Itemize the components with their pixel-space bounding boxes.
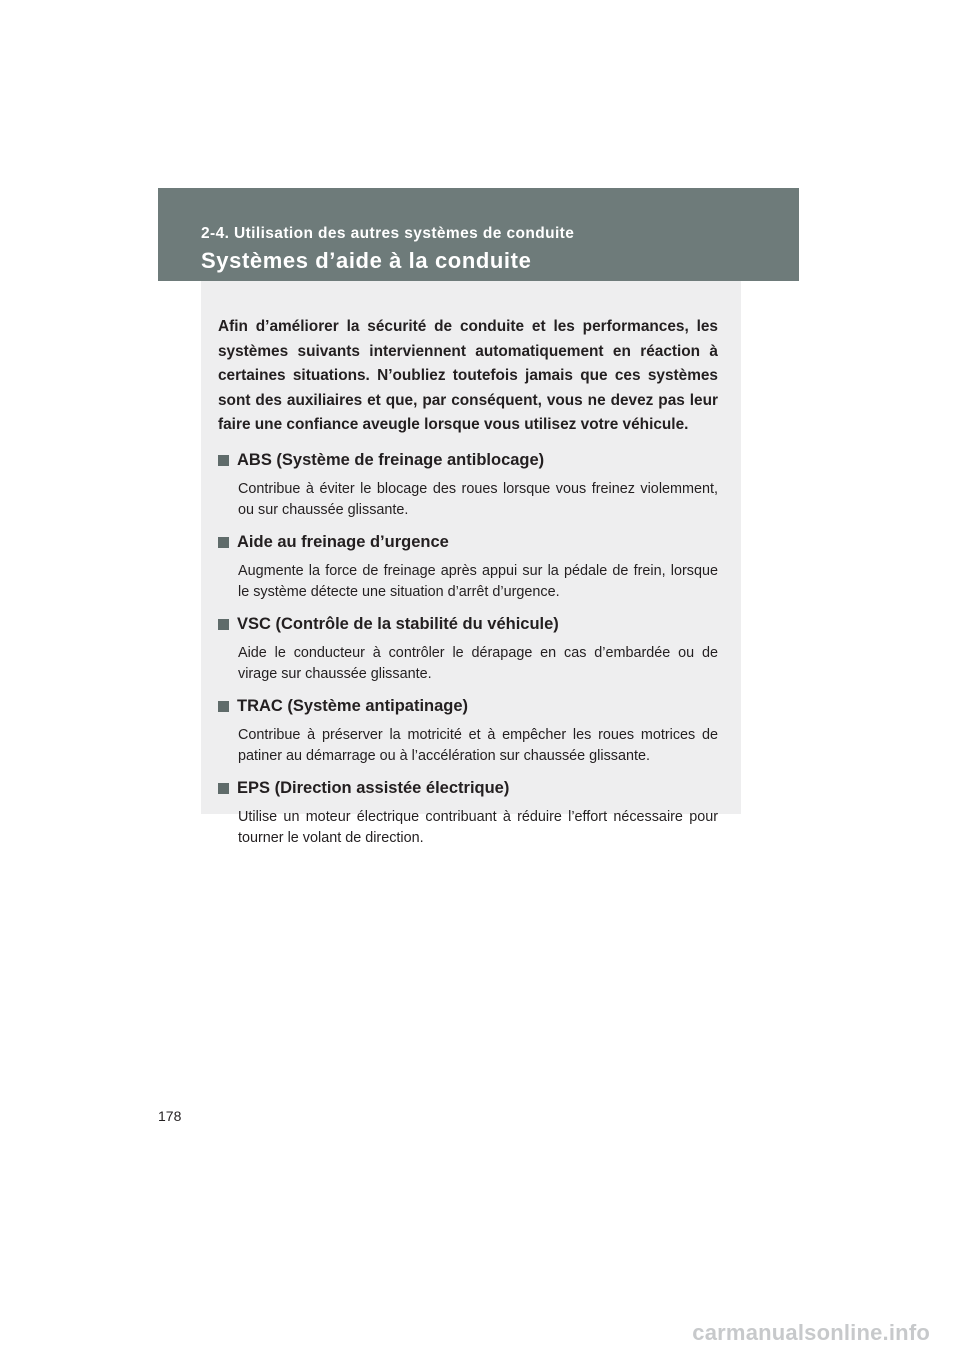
feature-title: Aide au freinage d’urgence — [237, 533, 449, 551]
feature-heading — [218, 448, 718, 474]
feature-title: TRAC (Système antipatinage) — [237, 697, 469, 715]
feature-vsc — [218, 612, 718, 685]
page-title: Systèmes d’aide à la conduite — [201, 248, 532, 273]
feature-description: Contribue à éviter le blocage des roues lorsque vous freinez violemment, ou sur chaussée glissante. — [238, 480, 718, 518]
feature-abs — [218, 448, 718, 521]
feature-emergency-brake-assist — [218, 530, 718, 603]
section-header-band — [158, 188, 799, 281]
square-bullet-icon — [218, 619, 229, 630]
feature-trac — [218, 694, 718, 767]
content-box — [201, 281, 741, 846]
feature-heading — [218, 694, 718, 720]
feature-description: Utilise un moteur électrique contribuant à réduire l’effort nécessaire pour tourner le volant de direction. — [238, 808, 718, 846]
square-bullet-icon — [218, 455, 229, 466]
feature-description: Augmente la force de freinage après appui sur la pédale de frein, lorsque le système détecte une situation d’arrêt d’urgence. — [238, 562, 718, 600]
feature-title: VSC (Contrôle de la stabilité du véhicule) — [237, 615, 559, 633]
feature-heading — [218, 612, 718, 638]
intro-paragraph: Afin d’améliorer la sécurité de conduite et les performances, les systèmes suivants interviennent automatiquement en réaction à certaines situations. N’oubliez toutefois jamais que ces systèmes sont des auxiliaires et que, par conséquent, vous ne devez pas leur faire une confiance aveugle lorsque vous utilisez votre véhicule. — [218, 318, 718, 433]
feature-heading — [218, 776, 718, 802]
watermark: carmanualsonline.info — [692, 1320, 930, 1345]
square-bullet-icon — [218, 783, 229, 794]
feature-description: Aide le conducteur à contrôler le dérapage en cas d’embardée ou de virage sur chaussée glissante. — [238, 644, 718, 682]
square-bullet-icon — [218, 537, 229, 548]
feature-description: Contribue à préserver la motricité et à empêcher les roues motrices de patiner au démarrage ou à l’accélération sur chaussée glissante. — [238, 726, 718, 764]
feature-heading — [218, 530, 718, 556]
section-label: 2-4. Utilisation des autres systèmes de conduite — [201, 225, 575, 242]
feature-eps — [218, 776, 718, 849]
page-number: 178 — [158, 1108, 182, 1124]
square-bullet-icon — [218, 701, 229, 712]
feature-title: EPS (Direction assistée électrique) — [237, 779, 510, 797]
feature-title: ABS (Système de freinage antiblocage) — [237, 451, 545, 469]
